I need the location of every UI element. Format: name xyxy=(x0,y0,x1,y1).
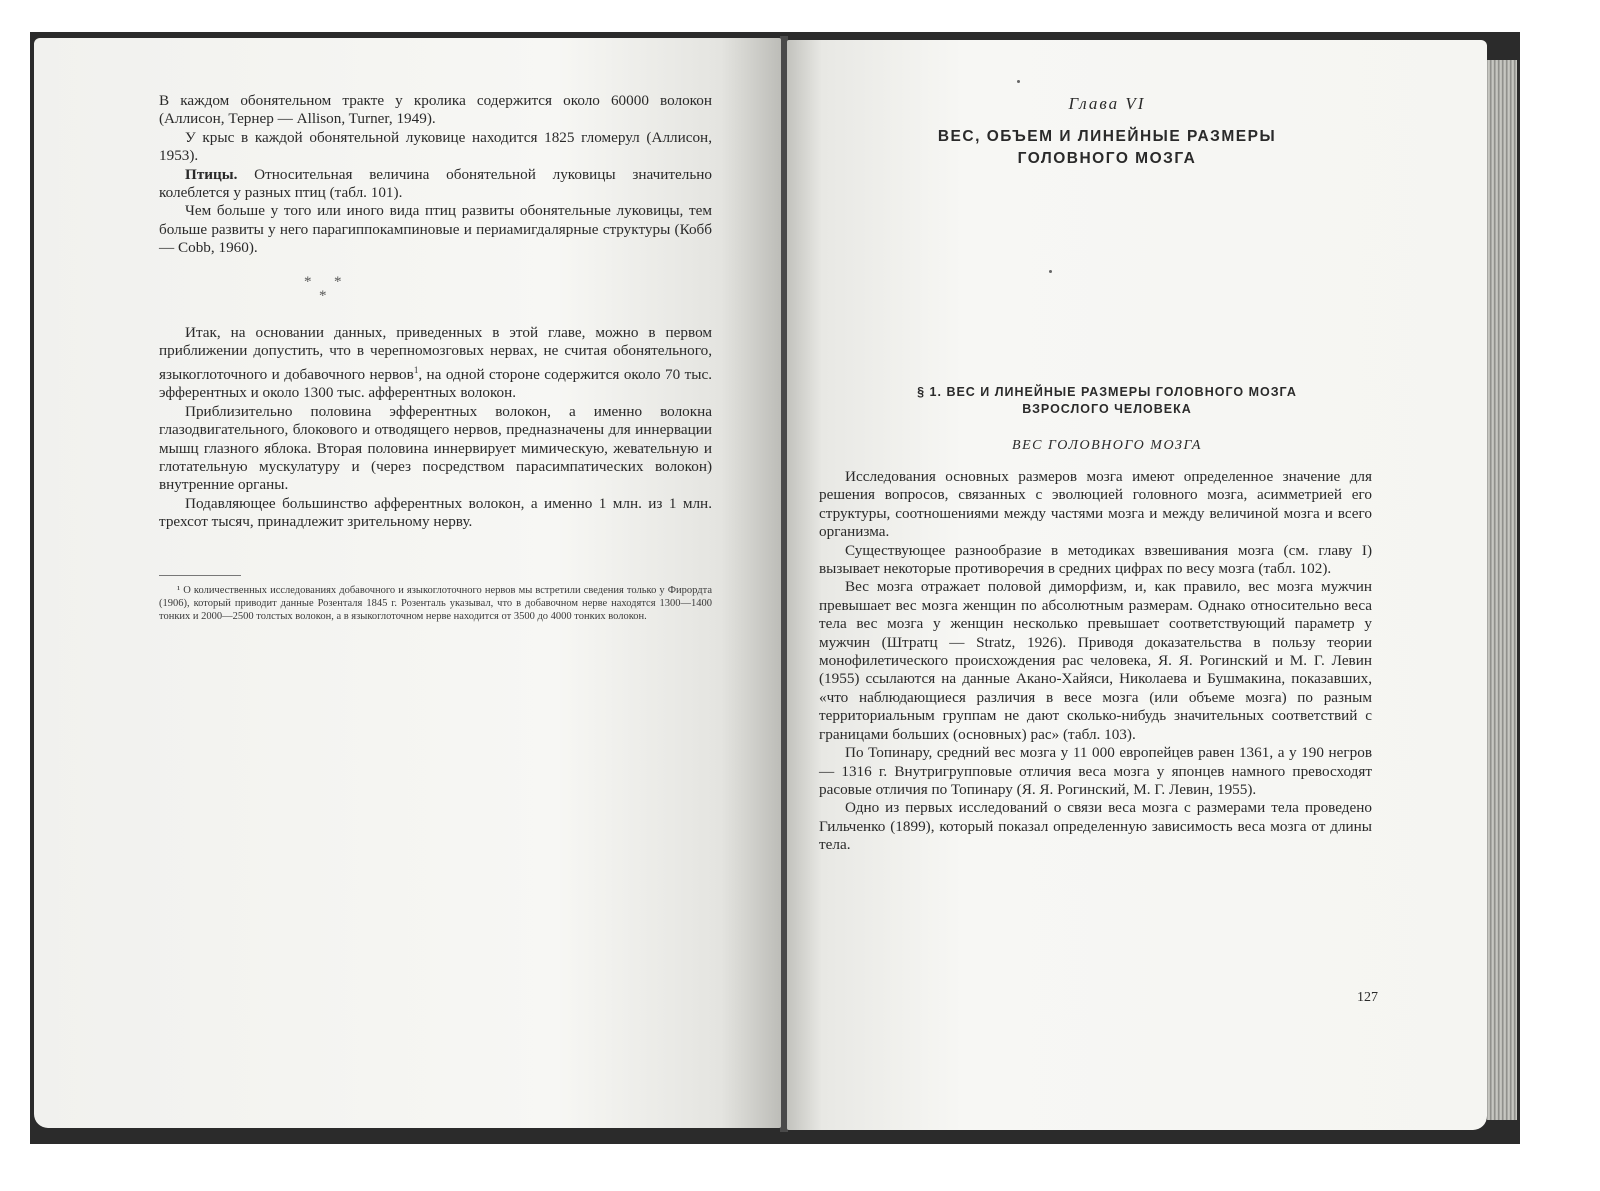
chapter-title-line: ВЕС, ОБЪЕМ И ЛИНЕЙНЫЕ РАЗМЕРЫ xyxy=(937,128,1277,145)
left-page-text-bottom xyxy=(159,324,712,532)
right-page-text xyxy=(819,468,1372,855)
chapter-title xyxy=(787,126,1427,170)
paragraph-text: Приблизительно половина эфферентных волокон, а именно волокна глазодвигательного, блокового и отводящего нервов, предназначены для иннервации мышц глазного яблока. Вторая половина иннервирует мимическую, жевательную и глотательную мускулатуру и (через посредством парасимпатических волокон) внутренние органы. xyxy=(159,402,712,494)
section-title-line: ВЗРОСЛОГО ЧЕЛОВЕКА xyxy=(1022,402,1192,416)
footnote-text: ¹ О количественных исследованиях добавочного и языкоглоточного нервов мы встретили сведения только у Фирордта (1906), который приводит данные Розенталя 1845 г. Розенталь указывал, что в добавочном нерве находятся 1300—1400 тонких и 2000—2500 толстых волокон, а в языкоглоточном нерве находится от 3500 до 4000 тонких волокон. xyxy=(159,585,712,622)
speck xyxy=(1017,80,1020,83)
paragraph: Исследования основных размеров мозга имеют определенное значение для решения вопросов, связанных с эволюцией головного мозга, асимметрией его структуры, соотношениями между частями мозга и между величиной мозга и всего организма. xyxy=(819,468,1372,541)
paragraph: По Топинару, средний вес мозга у 11 000 европейцев равен 1361, а у 190 негров — 1316 г. Внутригрупповые отличия веса мозга у японцев намного превосходят расовые отличия по Топинару (Я. Я. Рогинский, М. Г. Левин, 1955). xyxy=(819,744,1372,798)
chapter-title-line: ГОЛОВНОГО МОЗГА xyxy=(1017,150,1197,167)
paragraph: Существующее разнообразие в методиках взвешивания мозга (см. главу I) вызывает некоторые противоречия в средних цифрах по весу мозга (табл. 102). xyxy=(819,541,1372,578)
paragraph-text: Подавляющее большинство афферентных волокон, а именно 1 млн. из 1 млн. трехсот тысяч, принадлежит зрительному нерву. xyxy=(159,494,712,531)
paragraph-text: Относительная величина обонятельной луковицы значительно колеблется у разных птиц (табл. 101). xyxy=(159,165,712,202)
footnote-rule xyxy=(159,575,241,576)
right-page xyxy=(787,40,1487,1130)
separator-star: * xyxy=(334,274,342,290)
paragraph: Вес мозга отражает половой диморфизм, и, как правило, вес мозга мужчин превышает вес мозга женщин по абсолютным размерам. Однако относительно веса тела вес мозга у женщин несколько превышает соответствующий параметр у мужчин (Штратц — Stratz, 1926). Приводя доказательства в пользу теории монофилетического происхождения рас человека, Я. Я. Рогинский и М. Г. Левин (1955) ссылаются на данные Акано-Хайяси, Николаева и Бушмакина, показавших, «что наблюдающиеся различия в весе мозга (или объеме мозга) по разным территориальным группам не дают сколько-нибудь значительных соответствий с границами больших (основных) рас» (табл. 103). xyxy=(819,578,1372,743)
paragraph xyxy=(159,92,712,129)
paragraph-text: , на одной стороне содержится около 70 тыс. эфферентных и около 1300 тыс. афферентных волокон. xyxy=(159,365,713,402)
left-page xyxy=(34,38,781,1128)
paragraph xyxy=(159,403,712,495)
paragraph-text: У крыс в каждой обонятельной луковице находится 1825 гломерул (Аллисон, 1953). xyxy=(159,128,712,165)
page-edges xyxy=(1487,60,1517,1120)
paragraph-lead: Птицы. xyxy=(185,165,238,183)
footnote-marker: 1 xyxy=(413,364,419,375)
separator-star: * xyxy=(304,274,312,290)
paragraph-text: Чем больше у того или иного вида птиц развиты обонятельные луковицы, тем больше развиты у него парагиппокампиновые и периамигдалярные структуры (Кобб — Cobb, 1960). xyxy=(159,202,712,257)
paragraph xyxy=(159,129,712,166)
paragraph xyxy=(159,324,712,403)
separator-star: * xyxy=(319,288,327,304)
section-title-line: § 1. ВЕС И ЛИНЕЙНЫЕ РАЗМЕРЫ ГОЛОВНОГО МОЗГА xyxy=(917,385,1297,399)
paragraph xyxy=(159,166,712,203)
paragraph xyxy=(159,495,712,532)
left-page-text-top xyxy=(159,92,712,258)
page-number: 127 xyxy=(1357,990,1378,1005)
section-title xyxy=(787,384,1427,418)
speck xyxy=(1049,270,1052,273)
chapter-label: Глава VI xyxy=(1068,94,1146,113)
paragraph xyxy=(159,202,712,257)
footnote xyxy=(159,584,712,623)
paragraph: Одно из первых исследований о связи веса мозга с размерами тела проведено Гильченко (1899), который показал определенную зависимость веса мозга от длины тела. xyxy=(819,799,1372,854)
paragraph-text: В каждом обонятельном тракте у кролика содержится около 60000 волокон (Аллисон, Тернер — Allison, Turner, 1949). xyxy=(159,92,712,128)
paragraph-text: Итак, на основании данных, приведенных в этой главе, можно в первом приближении допустить, что в черепномозговых нервах, не считая обонятельного, языкоглоточного и добавочного нервов xyxy=(159,324,712,383)
subsection-title: ВЕС ГОЛОВНОГО МОЗГА xyxy=(1012,438,1202,453)
